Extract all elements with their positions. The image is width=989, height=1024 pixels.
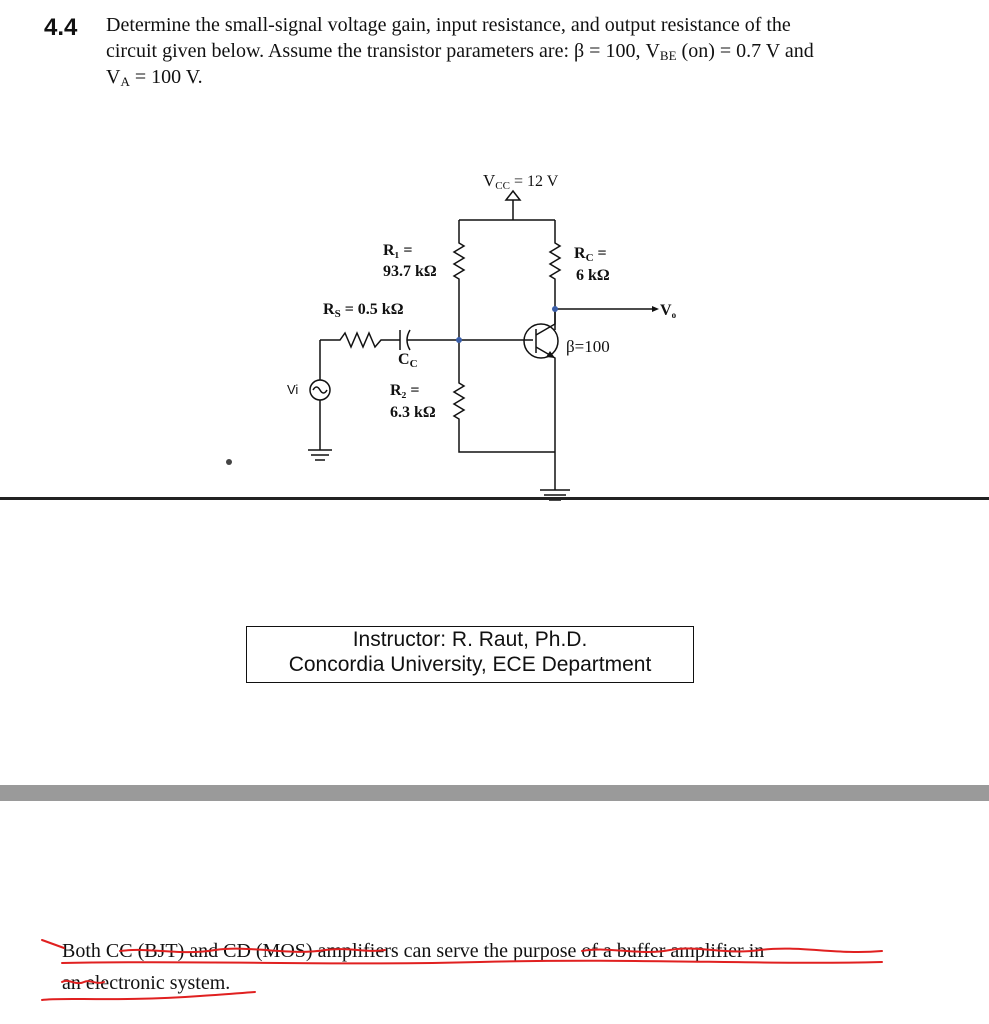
r1-value: 93.7 kΩ	[383, 263, 437, 280]
vcc-arrow-icon	[506, 191, 520, 200]
vo-arrow-icon	[652, 306, 659, 312]
note-line-1: Both CC (BJT) and CD (MOS) amplifiers can serve the purpose of a buffer amplifier in	[62, 940, 765, 962]
rc-subscript: C	[585, 252, 594, 264]
question-text-2b: (on) = 0.7 V and	[676, 40, 814, 62]
vcc-value: = 12 V	[509, 173, 559, 190]
vo-label: V	[660, 302, 672, 319]
ground-left-icon	[308, 450, 332, 460]
problem-number: 4.4	[44, 14, 78, 41]
junction-dot-collector	[552, 306, 558, 312]
va-subscript: A	[120, 74, 130, 89]
divider-line	[0, 497, 989, 500]
rs-resistor	[320, 333, 400, 347]
r2-value: 6.3 kΩ	[390, 404, 436, 421]
question-text-3a: V	[106, 66, 121, 88]
r1-resistor	[454, 220, 464, 340]
vbe-subscript: BE	[659, 48, 677, 63]
svg-text:VCC = 12 V	[483, 171, 559, 192]
transistor-collector	[536, 309, 555, 335]
rs-name: R	[323, 301, 335, 318]
cc-name: C	[398, 351, 410, 368]
r1-name: R₁ =	[383, 242, 413, 259]
svg-text:Vo	[660, 302, 677, 320]
vi-label: Vi	[287, 382, 299, 397]
page-gap-bar	[0, 785, 989, 801]
rc-equals: =	[593, 245, 607, 262]
cc-subscript: C	[409, 358, 418, 370]
svg-text:RS = 0.5 kΩ	[323, 301, 404, 320]
question-text-2a: circuit given below. Assume the transistor parameters are: β = 100, V	[106, 40, 660, 62]
svg-text:CC	[398, 351, 418, 370]
instructor-box	[246, 626, 694, 683]
transistor-body	[524, 324, 558, 358]
transistor-emitter	[536, 347, 555, 490]
rs-subscript: S	[334, 308, 341, 320]
instructor-name: Instructor: R. Raut, Ph.D.	[352, 628, 588, 651]
rc-value: 6 kΩ	[576, 267, 610, 284]
svg-text:RC =	[574, 245, 607, 264]
vo-subscript: o	[671, 310, 677, 320]
question-text-1: Determine the small-signal voltage gain, input resistance, and output resistance of the	[106, 14, 791, 36]
stray-dot	[226, 459, 232, 465]
note-line-2: an electronic system.	[62, 972, 231, 994]
vcc-subscript: CC	[495, 180, 510, 192]
r2-name: R₂ =	[390, 382, 420, 399]
rs-value: = 0.5 kΩ	[340, 301, 404, 318]
question-text-3b: = 100 V.	[129, 66, 203, 88]
r2-resistor	[454, 340, 555, 452]
instructor-affiliation: Concordia University, ECE Department	[288, 653, 652, 676]
vcc-label: V	[483, 171, 496, 190]
beta-label: β=100	[566, 337, 610, 356]
rc-name: R	[574, 245, 586, 262]
junction-dot-base	[456, 337, 462, 343]
sine-icon	[313, 387, 327, 393]
